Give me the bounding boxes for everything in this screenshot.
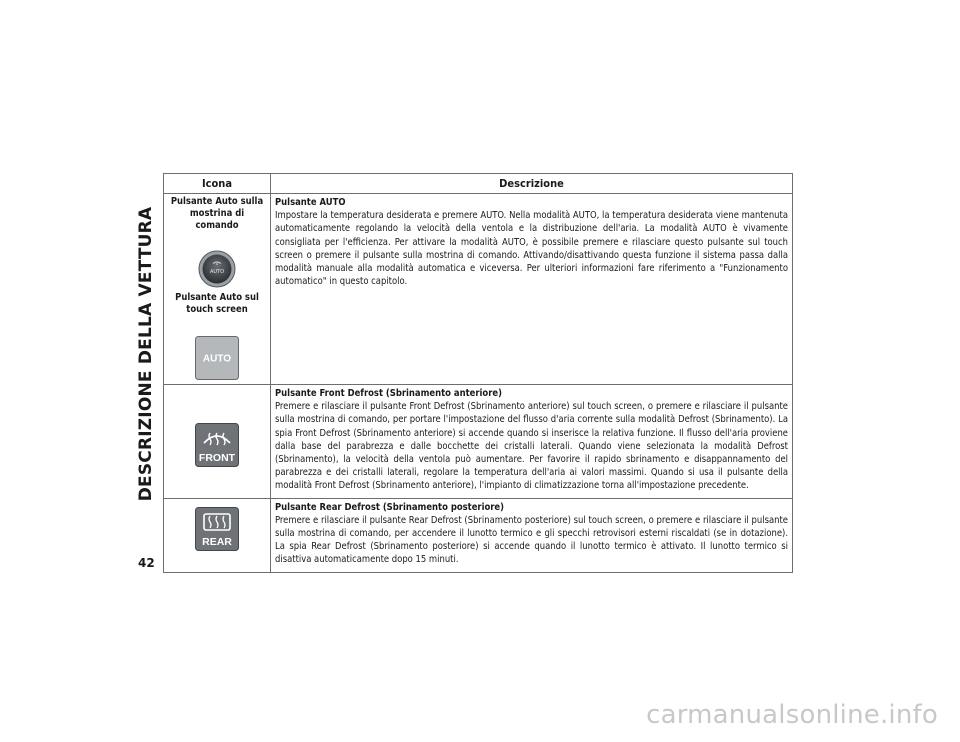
front-defrost-icon	[195, 423, 239, 467]
table-row-front-defrost	[164, 385, 793, 499]
rear-defrost-icon	[195, 507, 239, 551]
auto-caption-touchscreen: Pulsante Auto sul touch screen	[175, 292, 259, 315]
header-description: Descrizione	[271, 174, 793, 194]
table-row-rear-defrost	[164, 498, 793, 572]
auto-knob-icon	[198, 250, 236, 288]
rear-title: Pulsante Rear Defrost (Sbrinamento posteriore)	[275, 501, 505, 513]
rear-button-label: REAR	[202, 535, 232, 548]
auto-button-icon	[195, 336, 239, 380]
icon-cell-auto	[164, 194, 271, 385]
front-title: Pulsante Front Defrost (Sbrinamento anteriore)	[275, 388, 502, 399]
side-section-title-text: DESCRIZIONE DELLA VETTURA	[136, 206, 156, 502]
auto-text: Impostare la temperatura desiderata e premere AUTO. Nella modalità AUTO, la temperatura desiderata viene mantenuta automaticamente regolando la velocità della ventola e la distribuzione dell'aria. La modalità AUTO è vivamente consigliata per l'efficienza. Per attivare la modalità AUTO, è possibile premere e rilasciare questo pulsante sul touch screen o premere il pulsante sulla mostrina di comando. Attivando/disattivando questa funzione il sistema passa dalla modalità manuale alla modalità automatica e viceversa. Per ulteriori informazioni fare riferimento a "Funzionamento automatico" in questo capitolo.	[275, 210, 788, 288]
auto-button-label: AUTO	[202, 353, 232, 365]
desc-cell-auto	[271, 194, 793, 385]
knob-label: AUTO	[209, 269, 225, 275]
side-section-title	[131, 176, 161, 532]
desc-cell-rear	[271, 498, 793, 572]
icon-cell-rear	[164, 498, 271, 572]
front-button-label: FRONT	[198, 452, 236, 464]
rear-text: Premere e rilasciare il pulsante Rear Defrost (Sbrinamento posteriore) sul touch screen, o premere e rilasciare il pulsante sulla mostrina di comando, per accendere il lunotto termico e gli specchi retrovisori esterni riscaldati (se in dotazione). La spia Rear Defrost (Sbrinamento posteriore) si accende quando il lunotto termico è attivato. Il lunotto termico si disattiva automaticamente dopo 15 minuti.	[275, 514, 788, 566]
header-icon: Icona	[164, 174, 271, 194]
icon-cell-front	[164, 385, 271, 499]
auto-caption-bezel: Pulsante Auto sulla mostrina di comando	[170, 196, 264, 231]
watermark: carmanualsonline.info	[646, 700, 938, 730]
page-number: 42	[138, 556, 155, 570]
desc-cell-front	[271, 385, 793, 499]
front-text: Premere e rilasciare il pulsante Front Defrost (Sbrinamento anteriore) sul touch screen, o premere e rilasciare il pulsante sulla mostrina di comando, per portare l'impostazione del flusso d'aria corrente sulla modalità Defrost (Sbrinamento). La spia Front Defrost (Sbrinamento anteriore) si accende quando si inserisce la relativa funzione. Il flusso dell'aria proviene dalla base del parabrezza e dalle bocchette dei cristalli laterali. Quando viene selezionata la modalità Defrost (Sbrinamento), la velocità della ventola può aumentare. Per favorire il rapido sbrinamento e disappannamento del parabrezza e dei cristalli laterali, regolare la temperatura dell'aria ai valori massimi. Quando si usa il pulsante della modalità Front Defrost (Sbrinamento anteriore), l'impianto di climatizzazione torna all'impostazione precedente.	[275, 401, 788, 492]
auto-title: Pulsante AUTO	[275, 197, 346, 208]
controls-table	[163, 173, 793, 573]
table-header-row	[164, 174, 793, 194]
table-row-auto	[164, 194, 793, 385]
